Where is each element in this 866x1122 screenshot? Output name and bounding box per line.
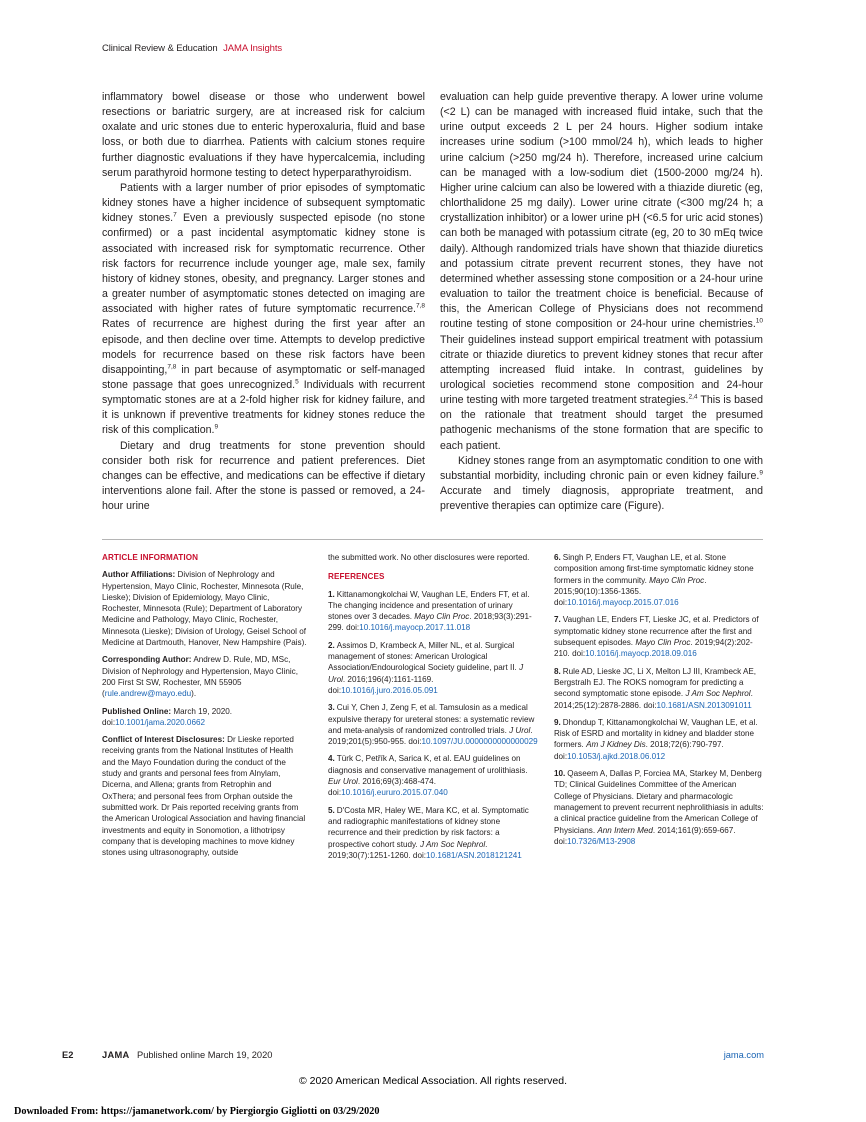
citation-link[interactable]: 7,8 [167,363,177,371]
body-paragraph: Dietary and drug treatments for stone prevention should consider both risk for recurrence and patient preferences. Diet changes can be effective, and medications can be effective if dietary interventions alone fail. After the stone is passed or removed, a 24-hour urine [102,439,425,513]
reference-number: 1. [328,589,335,599]
reference-text: D'Costa MR, Haley WE, Mara KC, et al. Symptomatic and radiographic manifestations of kidney stone recurrence and their prediction by risk factors: a prospective cohort study. [328,805,529,849]
journal-name: Mayo Clin Proc [635,638,691,648]
doi-link[interactable]: 10.1016/j.juro.2016.05.091 [341,685,438,695]
reference-item [328,753,538,798]
citation-details: . 2015;90(10):1356-1365. doi: [554,575,707,608]
doi-link[interactable]: 10.7326/M13-2908 [567,836,636,846]
download-stamp: Downloaded From: https://jamanetwork.com/ by Piergiorgio Gigliotti on 03/29/2020 [14,1106,380,1117]
reference-number: 9. [554,717,561,727]
reference-item [554,614,764,659]
label: Corresponding Author: [102,655,192,665]
reference-number: 4. [328,754,335,764]
doi-link[interactable]: 10.1016/j.mayocp.2017.11.018 [359,623,471,633]
citation-details: . 2016;196(4):1161-1169. doi: [328,674,434,695]
journal-name: J Urol [328,663,524,684]
body-column-left [102,90,425,514]
reference-number: 5. [328,805,335,815]
reference-number: 2. [328,640,335,650]
text-run: Their guidelines instead support empirical treatment with potassium citrate or thiazide diuretics to prevent kidney stones that recur after attempting increased fluid intake. In contrast, guidelines by urological societies recommend stone composition and 24-hour urine testing with more targeted treatment strategies. [440,333,763,407]
body-paragraph: inflammatory bowel disease or those who underwent bowel resections or bariatric surgery, are at increased risk for calcium oxalate and uric stones due to enteric hyperoxaluria, fluid and base loss, or both due to diarrhea. Patients with calcium stones require further diagnostic evaluations if they have hypercalcemia, including serum parathyroid hormone testing to detect hyperparathyroidism. [102,91,425,179]
text-run: Kidney stones range from an asymptomatic condition to one with substantial morbidity, including chronic pain or even kidney failure. [440,454,763,482]
journal-site-link[interactable]: jama.com [723,1050,764,1060]
doi-link[interactable]: 10.1097/JU.0000000000000029 [421,737,538,747]
reference-text: Singh P, Enders FT, Vaughan LE, et al. Stone composition among first-time symptomatic kidney stone formers in the community. [554,553,754,585]
reference-list [554,552,764,847]
references-column-1 [328,552,538,867]
published-online [102,706,307,729]
text-run: evaluation can help guide preventive therapy. A lower urine volume (<2 L) can be managed with increased fluid intake, such that the urine output exceeds 2 L per 24 hours. Higher sodium intake increases urine sodium (>100 mmol/24 h), which leads to higher urine calcium (>250 mg/24 h). Therefore, increased urine calcium can be managed with a low-sodium diet (1500-2000 mg/24 h). Higher urine calcium can also be lowered with a thiazide diuretic (eg, chlorthalidone 25 mg daily). Lower urine citrate (<300 mg/24 h; a crystallization inhibitor) or a lower urine pH (<6.5 for uric acid stones) can both be managed with potassium citrate (eg, 20 to 30 mEq twice daily). Although randomized trials have shown that thiazide diuretics and potassium citrate prevent recurrent stones, they have not determined whether assessing stone composition or a 24-hour urine evaluation to tailor the treatment choice is beneficial. Because of this, the American College of Physicians does not recommend routine testing of stone composition or 24-hour urine chemistries. [440,91,763,331]
text-run: Patients with a larger number of prior episodes of symptomatic kidney stones have a higher incidence of subsequent symptomatic kidney stones. [102,181,425,225]
conflict-disclosures-continued: the submitted work. No other disclosures were reported. [328,553,530,562]
citation-link[interactable]: 2,4 [688,393,698,401]
reference-text: Cui Y, Chen J, Zeng F, et al. Tamsulosin as a medical expulsive therapy for ureteral stones: a systematic review and meta-analysis of randomized controlled trials. [328,703,535,735]
value: ). [191,689,197,699]
author-affiliations [102,569,307,648]
article-info-heading: ARTICLE INFORMATION [102,553,199,562]
label: Published Online: [102,706,172,716]
reference-text: Vaughan LE, Enders FT, Lieske JC, et al. Predictors of symptomatic kidney stone recurrence after the first and subsequent episodes. [554,615,759,648]
reference-list [328,589,538,862]
section-label: Clinical Review & Education [102,43,218,54]
doi-link[interactable]: 10.1016/j.eururo.2015.07.040 [341,788,448,798]
reference-item [328,640,538,696]
citation-link[interactable]: 10 [755,317,763,325]
running-header [102,43,282,54]
reference-number: 7. [554,615,561,625]
reference-text: Rule AD, Lieske JC, Li X, Melton LJ III, Krambeck AE, Bergstralh EJ. The ROKS nomogram for predicting a second symptomatic stone episode. [554,666,757,699]
citation-link[interactable]: 9 [759,469,763,477]
series-label: JAMA Insights [223,43,283,54]
doi-link[interactable]: 10.1016/j.mayocp.2018.09.016 [585,649,697,659]
reference-item [554,768,764,847]
value: Division of Nephrology and Hypertension, Mayo Clinic, Rochester, Minnesota (Rule, Lieske); Division of Epidemiology, Mayo Clinic, Rochester, Minnesota (Rule); Department of Laboratory Medicine and Pathology, Mayo Clinic, Rochester, Minnesota (Lieske); Division of Urology, Geisel School of Medicine at Dartmouth, Hanover, New Hampshire (Pais). [102,570,307,648]
reference-item [328,702,538,747]
reference-item [554,666,764,711]
text-run: Individuals with recurrent symptomatic stones are at a 2-fold higher risk for kidney failure, and it is unknown if preventive treatments for kidney stones reduce the risk of this complication. [102,378,425,437]
text-run: This is based on the rationale that treatment should target the presumed pathogenic mechanisms of the stone formation that are specific to each patient. [440,394,763,452]
section-divider [102,539,763,540]
journal-name: Mayo Clin Proc [414,612,470,622]
reference-item [554,552,764,608]
citation-details: . 2014;161(9):659-667. doi: [554,825,736,846]
email-link[interactable]: rule.andrew@mayo.edu [104,689,192,699]
reference-item [328,589,538,634]
reference-item [554,717,764,762]
reference-number: 10. [554,769,566,779]
text-run: Even a previously suspected episode (no stone confirmed) or a past incidental asymptomatic kidney stone is associated with increased risk for symptomatic recurrence. Other risk factors for recurrence include younger age, male sex, family history of kidney stones, obesity, and pregnancy. Larger stones and a greater number of asymptomatic stones detected on imaging are associated with higher rates of future symptomatic recurrence. [102,212,425,316]
journal-name: JAMA [102,1050,130,1060]
journal-name: Ann Intern Med [597,825,653,835]
reference-text: Dhondup T, Kittanamongkolchai W, Vaughan LE, et al. Risk of ESRD and mortality in kidney and bladder stone formers. [554,717,758,750]
reference-number: 8. [554,666,561,676]
references-heading: REFERENCES [328,572,385,582]
citation-details: . 2019;30(7):1251-1260. doi: [328,839,488,860]
doi-link[interactable]: 10.1681/ASN.2013091011 [656,700,752,710]
body-paragraph [102,181,425,439]
publication-date: Published online March 19, 2020 [137,1050,273,1060]
journal-name: Eur Urol [328,777,358,787]
body-paragraph [440,90,763,454]
citation-details: . 2019;94(2):202-210. doi: [554,638,753,659]
reference-text: Qaseem A, Dallas P, Forciea MA, Starkey M, Denberg TD; Clinical Guidelines Committee of the American College of Physicians. Dietary and pharmacologic management to prevent recurrent nephrolithiasis in adults: a clinical practice guideline from the American College of Physicians. [554,769,764,835]
reference-text: Türk C, Petřík A, Sarica K, et al. EAU guidelines on diagnosis and conservative management of urolithiasis. [328,754,528,775]
citation-link[interactable]: 7 [173,211,177,219]
citation-link[interactable]: 5 [295,378,299,386]
doi-link[interactable]: 10.1053/j.ajkd.2018.06.012 [567,751,666,761]
value: March 19, 2020. [171,706,233,716]
journal-name: Am J Kidney Dis [586,740,646,750]
text-run: Rates of recurrence are highest during the first year after an episode, and then decline over time. Attempts to develop predictive models for recurrence based on these risk factors have been disappointing, [102,318,425,376]
citation-details: . 2018;93(3):291-299. doi: [328,612,532,633]
text-run: Accurate and timely diagnosis, appropriate treatment, and preventive therapies can optimize care (Figure). [440,485,763,513]
text-run: in part because of asymptomatic or self-managed stone passage that goes unrecognized. [102,363,425,391]
citation-details: . 2018;72(6):790-797. doi: [554,740,724,761]
citation-details: . 2019;201(5):950-955. doi: [328,725,533,747]
reference-text: Kittanamongkolchai W, Vaughan LE, Enders FT, et al. The changing incidence and presentation of urinary stones over 3 decades. [328,589,530,622]
journal-name: J Am Soc Nephrol [419,839,486,849]
journal-name: J Am Soc Nephrol [685,689,751,699]
reference-number: 6. [554,553,561,562]
reference-number: 3. [328,703,335,713]
journal-name: Mayo Clin Proc [649,575,705,585]
value: Dr Lieske reported receiving grants from the National Institutes of Health and the Mayo Foundation during the conduct of the study and grants and personal fees from Alnylam, Dicerna, and Allena; grants from Retrophin and OxThera; and personal fees from Orphan outside the submitted work. Dr Pais reported receiving grants from the American Urological Association and having financial investments and equity in Sonomotion, a lithotripsy company that is developing machines to move kidney stones using ultrasonography, outside [102,735,306,858]
corresponding-author [102,654,307,699]
doi-link[interactable]: 10.1001/jama.2020.0662 [115,717,206,727]
reference-text: Assimos D, Krambeck A, Miller NL, et al. Surgical management of stones: American Urological Association/Endourological Society guideline, part II. [328,640,520,673]
doi-link[interactable]: 10.1016/j.mayocp.2015.07.016 [567,598,679,608]
doi-link[interactable]: 10.1681/ASN.2018121241 [426,850,522,860]
label: Author Affiliations: [102,570,176,580]
copyright-notice: © 2020 American Medical Association. All rights reserved. [298,1075,568,1087]
body-paragraph [440,454,763,515]
citation-details: . 2016;69(3):468-474. doi: [328,777,436,798]
reference-item [328,805,538,861]
label: Conflict of Interest Disclosures: [102,735,225,745]
article-info-column [102,552,307,864]
citation-details: . 2014;25(12):2878-2886. doi: [554,689,753,710]
body-column-right [440,90,763,514]
citation-link[interactable]: 9 [214,423,219,431]
citation-link[interactable]: 7,8 [415,302,425,310]
page-number: E2 [62,1050,74,1060]
doi-prefix: doi: [102,717,116,727]
references-column-2 [554,552,764,853]
journal-name: J Urol [509,725,531,735]
conflict-disclosures [102,734,307,858]
value: Andrew D. Rule, MD, MSc, Division of Nephrology and Hypertension, Mayo Clinic, 200 First St SW, Rochester, MN 55905 ( [102,655,298,699]
